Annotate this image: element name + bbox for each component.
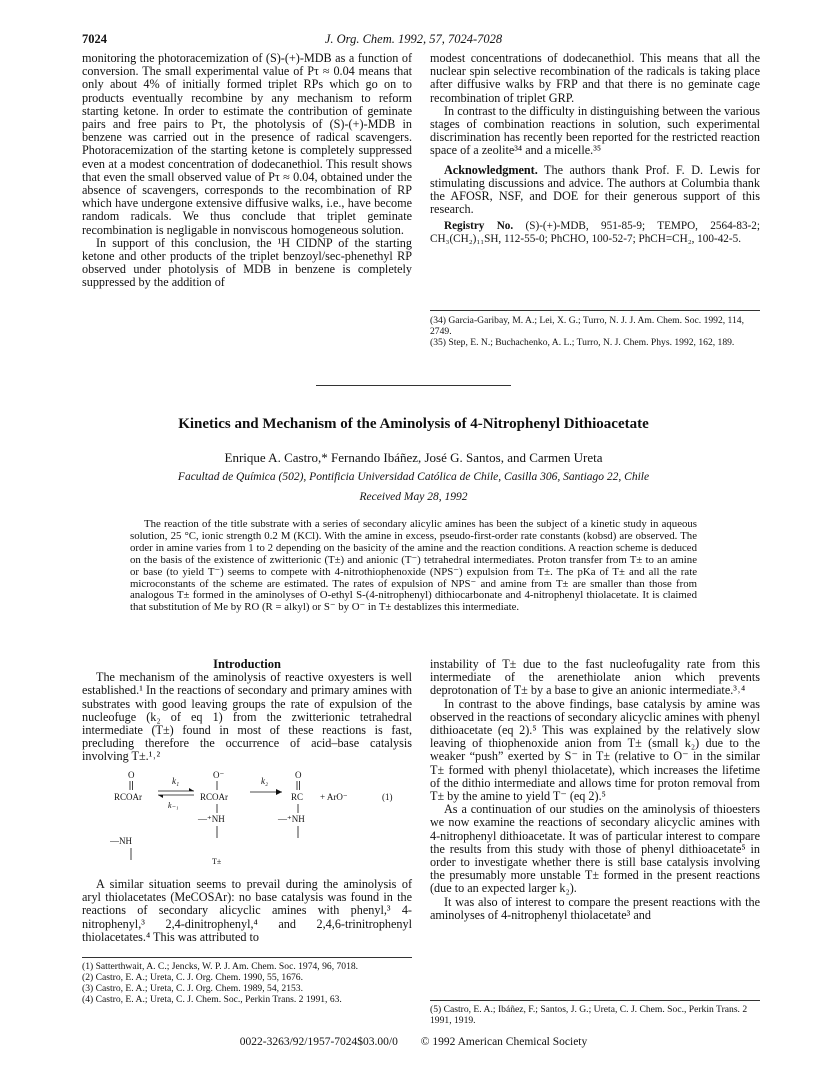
section-heading: Introduction xyxy=(213,657,281,671)
footnote: (3) Castro, E. A.; Ureta, C. J. Org. Chem. 1989, 54, 2153. xyxy=(82,983,303,994)
scheme-label: RC xyxy=(291,792,304,802)
scheme-label: —⁺NH xyxy=(198,814,225,824)
scheme-label: T± xyxy=(212,857,222,866)
footnote: (5) Castro, E. A.; Ibáñez, F.; Santos, J. G.; Ureta, C. J. Chem. Soc., Perkin Trans. 2 1991, 1919. xyxy=(430,1004,748,1026)
scheme-label: O xyxy=(128,770,135,780)
acknowledgment xyxy=(430,164,760,217)
article-separator xyxy=(316,385,511,386)
price-code: 0022-3263/92/1957-7024$03.00/0 xyxy=(239,1036,398,1048)
top-footnotes xyxy=(430,315,760,348)
footnote: (4) Castro, E. A.; Ureta, C. J. Chem. Soc., Perkin Trans. 2 1991, 63. xyxy=(82,994,342,1005)
paragraph: It was also of interest to compare the present reactions with the aminolyses of 4-nitrophenyl thiolacetate³ and xyxy=(430,894,760,922)
copyright: © 1992 American Chemical Society xyxy=(420,1036,588,1048)
footnote-rule xyxy=(82,957,412,958)
received-date: Received May 28, 1992 xyxy=(359,491,468,503)
paragraph: The mechanism of the aminolysis of reactive oxyesters is well established.¹ In the reactions of secondary and primary amines with substrates with good leaving groups the rate of expulsion of the nucleofuge (k₂ of eq 1) from the zwitterionic tetrahedral intermediate (T±) found in most of these reactions is fast, precluding therefore the occurrence of acid–base catalysis involving T±.¹˒² xyxy=(82,670,412,764)
article-authors: Enrique A. Castro,* Fernando Ibáñez, José G. Santos, and Carmen Ureta xyxy=(224,450,603,465)
paragraph: In support of this conclusion, the ¹H CIDNP of the starting ketone and other products of the triplet benzoyl/sec-phenethyl RP observed under photolysis of MDB in benzene is completely suppressed by the addition of xyxy=(82,235,412,290)
scheme-label: RCOAr xyxy=(114,792,143,802)
abstract: The reaction of the title substrate with a series of secondary alicylic amines has been the subject of a kinetic study in aqueous solution, 25 °C, ionic strength 0.2 M (KCl). With the amine in excess, pseudo-first-order rate constants (kobsd) are observed. The order in amine varies from 1 to 2 depending on the basicity of the amine and the reaction conditions. A reaction scheme is deduced on the basis of the existence of zwitterionic (T±) and anionic (T⁻) tetrahedral intermediates. Proton transfer from T± to an amine or base (to yield T⁻) seems to compete with 4-nitrothiophenoxide (NPS⁻) expulsion from T±. The pKa of T± and all the rate microconstants of the scheme are estimated. The rates of expulsion of NPS⁻ and amine from T± are smaller than those from analogous T± formed in the aminolyses of O-ethyl S-(4-nitrophenyl) dithiocarbonate and 4-nitrophenyl thiolacetate. It is claimed that substitution of Me by RO (R = alkyl) or S⁻ by O⁻ in T± destablizes this intermediate. xyxy=(130,518,697,614)
scheme-label: k₋₁ xyxy=(168,801,179,810)
scheme-label: k₁ xyxy=(172,776,180,786)
page-number: 7024 xyxy=(82,32,107,46)
footnote: (34) Garcia-Garibay, M. A.; Lei, X. G.; Turro, N. J. J. Am. Chem. Soc. 1992, 114, 2749. xyxy=(430,315,744,337)
registry-heading: Registry No. xyxy=(444,220,514,233)
article-affiliation: Facultad de Química (502), Pontificia Universidad Católica de Chile, Casilla 306, Santiago 22, Chile xyxy=(177,471,650,483)
journal-header: J. Org. Chem. 1992, 57, 7024-7028 xyxy=(324,32,503,46)
scheme-label: RCOAr xyxy=(200,792,229,802)
footnote-rule xyxy=(430,310,760,311)
article-title: Kinetics and Mechanism of the Aminolysis of 4-Nitrophenyl Dithioacetate xyxy=(178,416,649,432)
paragraph: In contrast to the above findings, base catalysis by amine was observed in the reactions of secondary alicyclic amines with phenyl dithioacetate (eq 2).⁵ This was explained by the relatively slow leaving of thiophenoxide anion from T± (small k₂) due to the weaker “push” exerted by S⁻ in T± (relative to O⁻ in the similar T± formed with phenyl thiolacetate), which increases the lifetime of the dithio intermediate and allows time for proton removal from T± by the amine to yield T⁻ (eq 2).⁵ xyxy=(430,696,760,804)
paragraph: In contrast to the difficulty in distinguishing between the various stages of combination reactions in solution, such experimental discrimination has recently been reported for the restricted reaction space of a zeolite³⁴ and a micelle.³⁵ xyxy=(430,103,760,158)
registry-text: (S)-(+)-MDB, 951-85-9; TEMPO, 2564-83-2; CH₃(CH₂)₁₁SH, 112-55-0; PhCHO, 100-52-7; PhCH=CH₂, 100-42-5. xyxy=(430,220,760,245)
equation-number: (1) xyxy=(382,792,393,802)
reaction-scheme xyxy=(110,766,410,866)
intro-left-column-2 xyxy=(82,878,412,944)
bottom-footnotes-left xyxy=(82,961,412,1005)
scheme-label: k₂ xyxy=(261,776,269,786)
footnote: (35) Step, E. N.; Buchachenko, A. L.; Turro, N. J. Chem. Phys. 1992, 162, 189. xyxy=(430,337,735,348)
intro-left-column xyxy=(82,658,412,764)
scheme-label: + ArO⁻ xyxy=(320,792,348,802)
bottom-footnotes-right xyxy=(430,1004,760,1026)
scheme-label: O xyxy=(295,770,302,780)
paragraph: monitoring the photoracemization of (S)-(+)-MDB as a function of conversion. The small experimental value of Pτ ≈ 0.04 means that only about 4% of initially formed triplet RPs which go on to products eventually recombine by any mechanism to reform starting ketone. In order to estimate the contribution of geminate pairs and free pairs to Pτ, the photolysis of (S)-(+)-MDB in benzene was carried out in the presence of radical scavengers. Photoracemization of the starting ketone is completely suppressed even at a modest concentration of dodecanethiol. This result shows that even the small observed value of Pτ ≈ 0.04, obtained under the absence of scavengers, corresponds to the recombination of RP which have undergone extensive diffusive walks, i.e., have become random radicals. We thus conclude that triplet geminate recombination is negligable in nonviscous homogeneous solution. xyxy=(82,51,412,237)
acknowledgment-heading: Acknowledgment. xyxy=(444,162,538,177)
paragraph: As a continuation of our studies on the aminolysis of thioesters we now examine the reactions of secondary alicyclic amines with 4-nitrophenyl dithioacetate. It was of particular interest to compare the results from this study with those of phenyl dithioacetate⁵ in order to investigate whether there is still base catalysis involving the presumably more unstable T± formed in the present reactions (due to an expected larger k₂). xyxy=(430,802,760,896)
footnote-rule xyxy=(430,1000,760,1001)
paragraph: instability of T± due to the fast nucleofugality rate from this intermediate of the arenethiolate anion which prevents deprotonation of T± by a base to give an anionic intermediate.³˒⁴ xyxy=(430,657,760,698)
footnote: (2) Castro, E. A.; Ureta, C. J. Org. Chem. 1990, 55, 1676. xyxy=(82,972,303,983)
page-footer xyxy=(0,1036,827,1048)
footnote: (1) Satterthwait, A. C.; Jencks, W. P. J. Am. Chem. Soc. 1974, 96, 7018. xyxy=(82,961,359,972)
acknowledgment-text: The authors thank Prof. F. D. Lewis for stimulating discussions and advice. The authors at Columbia thank the AFOSR, NSF, and DOE for their generous support of this research. xyxy=(430,162,760,217)
paragraph: A similar situation seems to prevail during the aminolysis of aryl thiolacetates (MeCOSAr): no base catalysis was found in the reactions of secondary alicyclic amines with phenyl,³ 4-nitrophenyl,³ 2,4-dinitrophenyl,⁴ and 2,4,6-trinitrophenyl thiolacetates.⁴ This was attributed to xyxy=(82,877,412,944)
scheme-label: —NH xyxy=(110,836,132,846)
paragraph: modest concentrations of dodecanethiol. This means that all the nuclear spin selective recombination of the radicals is taking place after diffusive walks by FRP and that there is no geminate cage recombination of triplet GRP. xyxy=(430,51,760,105)
intro-right-column xyxy=(430,658,760,922)
top-left-column xyxy=(82,52,412,290)
registry xyxy=(430,220,760,245)
top-right-column xyxy=(430,52,760,245)
scheme-label: —⁺NH xyxy=(278,814,305,824)
scheme-label: O⁻ xyxy=(213,770,225,780)
